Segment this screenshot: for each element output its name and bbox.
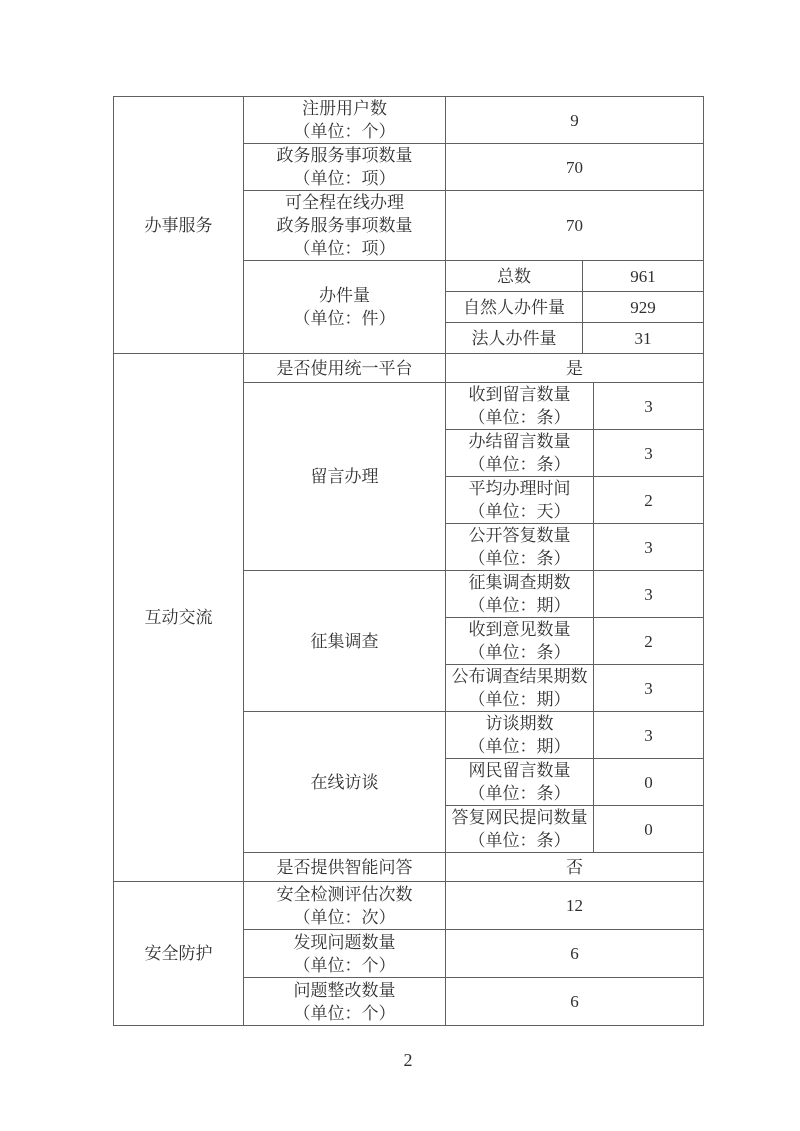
subitem-label: 征集调查期数 xyxy=(468,573,571,592)
item-unit: （单位：个） xyxy=(293,955,396,975)
item-unit: （单位：个） xyxy=(293,122,396,141)
value-cell: 否 xyxy=(446,853,704,882)
item-cell xyxy=(244,261,446,354)
subitem-label: 网民留言数量 xyxy=(468,761,571,780)
item-label: 在线访谈 xyxy=(310,772,379,792)
subitem-cell xyxy=(446,806,594,853)
subitem-unit: （单位：条） xyxy=(468,408,571,427)
value-cell: 是 xyxy=(446,354,704,383)
subitem-cell xyxy=(446,477,594,524)
value-cell: 70 xyxy=(446,191,704,261)
value-cell: 3 xyxy=(594,383,704,430)
group-label: 安全防护 xyxy=(144,944,213,963)
item-cell xyxy=(244,978,446,1026)
subitem-cell xyxy=(446,261,583,292)
subitem-unit: （单位：条） xyxy=(468,643,571,662)
group-cell-security xyxy=(114,882,244,1026)
value-cell: 3 xyxy=(594,665,704,712)
subitem-cell xyxy=(446,712,594,759)
stats-table xyxy=(113,96,704,1026)
value-cell: 70 xyxy=(446,144,704,191)
subitem-unit: （单位：条） xyxy=(468,784,571,803)
value-cell: 6 xyxy=(446,978,704,1026)
subitem-cell xyxy=(446,571,594,618)
item-label: 征集调查 xyxy=(310,631,379,651)
value-cell: 31 xyxy=(583,323,704,354)
subitem-unit: （单位：期） xyxy=(468,690,571,709)
subitem-cell xyxy=(446,430,594,477)
value-cell: 2 xyxy=(594,618,704,665)
value-cell: 0 xyxy=(594,806,704,853)
subitem-unit: （单位：条） xyxy=(468,831,571,850)
table-row xyxy=(114,97,704,144)
item-label: 留言办理 xyxy=(310,467,379,486)
item-unit: （单位：件） xyxy=(293,309,396,328)
item-cell xyxy=(244,383,446,571)
item-cell xyxy=(244,191,446,261)
subitem-label: 收到留言数量 xyxy=(468,385,571,404)
value-cell: 3 xyxy=(594,712,704,759)
value-cell: 929 xyxy=(583,292,704,323)
item-cell xyxy=(244,853,446,882)
subitem-label: 自然人办件量 xyxy=(463,297,565,317)
subitem-label: 法人办件量 xyxy=(471,328,557,348)
subitem-label: 办结留言数量 xyxy=(468,432,571,451)
value-cell: 2 xyxy=(594,477,704,524)
value-cell: 9 xyxy=(446,97,704,144)
subitem-cell xyxy=(446,665,594,712)
item-label: 发现问题数量 xyxy=(293,932,396,952)
table-row xyxy=(114,354,704,383)
subitem-cell xyxy=(446,323,583,354)
subitem-cell xyxy=(446,292,583,323)
item-cell xyxy=(244,712,446,853)
item-cell xyxy=(244,571,446,712)
subitem-cell xyxy=(446,759,594,806)
value-cell: 6 xyxy=(446,930,704,978)
item-unit: （单位：项） xyxy=(293,169,396,188)
group-label: 办事服务 xyxy=(144,215,213,235)
value-cell: 3 xyxy=(594,430,704,477)
group-cell-service xyxy=(114,97,244,354)
item-cell xyxy=(244,354,446,383)
subitem-cell xyxy=(446,383,594,430)
subitem-label: 平均办理时间 xyxy=(468,479,571,498)
value-cell: 0 xyxy=(594,759,704,806)
item-unit: （单位：次） xyxy=(293,907,396,927)
subitem-unit: （单位：期） xyxy=(468,737,571,756)
item-label-line2: 政务服务事项数量 xyxy=(276,216,413,235)
item-cell xyxy=(244,144,446,191)
subitem-cell xyxy=(446,618,594,665)
group-cell-interaction xyxy=(114,354,244,882)
table-row xyxy=(114,882,704,930)
subitem-unit: （单位：条） xyxy=(468,549,571,568)
subitem-unit: （单位：期） xyxy=(468,596,571,615)
item-label: 安全检测评估次数 xyxy=(276,884,413,904)
item-label: 办件量 xyxy=(319,286,370,305)
subitem-cell xyxy=(446,524,594,571)
item-unit: （单位：项） xyxy=(293,239,396,258)
value-cell: 3 xyxy=(594,571,704,618)
value-cell: 961 xyxy=(583,261,704,292)
subitem-unit: （单位：天） xyxy=(468,502,571,521)
subitem-label: 收到意见数量 xyxy=(468,620,571,639)
item-label: 是否提供智能问答 xyxy=(276,857,413,877)
item-label: 政务服务事项数量 xyxy=(276,146,413,165)
value-cell: 3 xyxy=(594,524,704,571)
page-number: 2 xyxy=(403,1050,413,1070)
item-label: 注册用户数 xyxy=(302,99,387,118)
subitem-label: 公布调查结果期数 xyxy=(451,667,588,686)
item-unit: （单位：个） xyxy=(293,1003,396,1023)
value-cell: 12 xyxy=(446,882,704,930)
item-cell xyxy=(244,97,446,144)
item-label: 是否使用统一平台 xyxy=(276,358,413,378)
group-label: 互动交流 xyxy=(144,608,213,627)
subitem-label: 答复网民提问数量 xyxy=(451,808,588,827)
item-cell xyxy=(244,930,446,978)
subitem-label: 总数 xyxy=(497,266,531,286)
subitem-label: 访谈期数 xyxy=(485,714,554,733)
subitem-label: 公开答复数量 xyxy=(468,526,571,545)
item-label: 可全程在线办理 xyxy=(285,193,404,212)
subitem-unit: （单位：条） xyxy=(468,455,571,474)
item-cell xyxy=(244,882,446,930)
item-label: 问题整改数量 xyxy=(293,980,396,1000)
